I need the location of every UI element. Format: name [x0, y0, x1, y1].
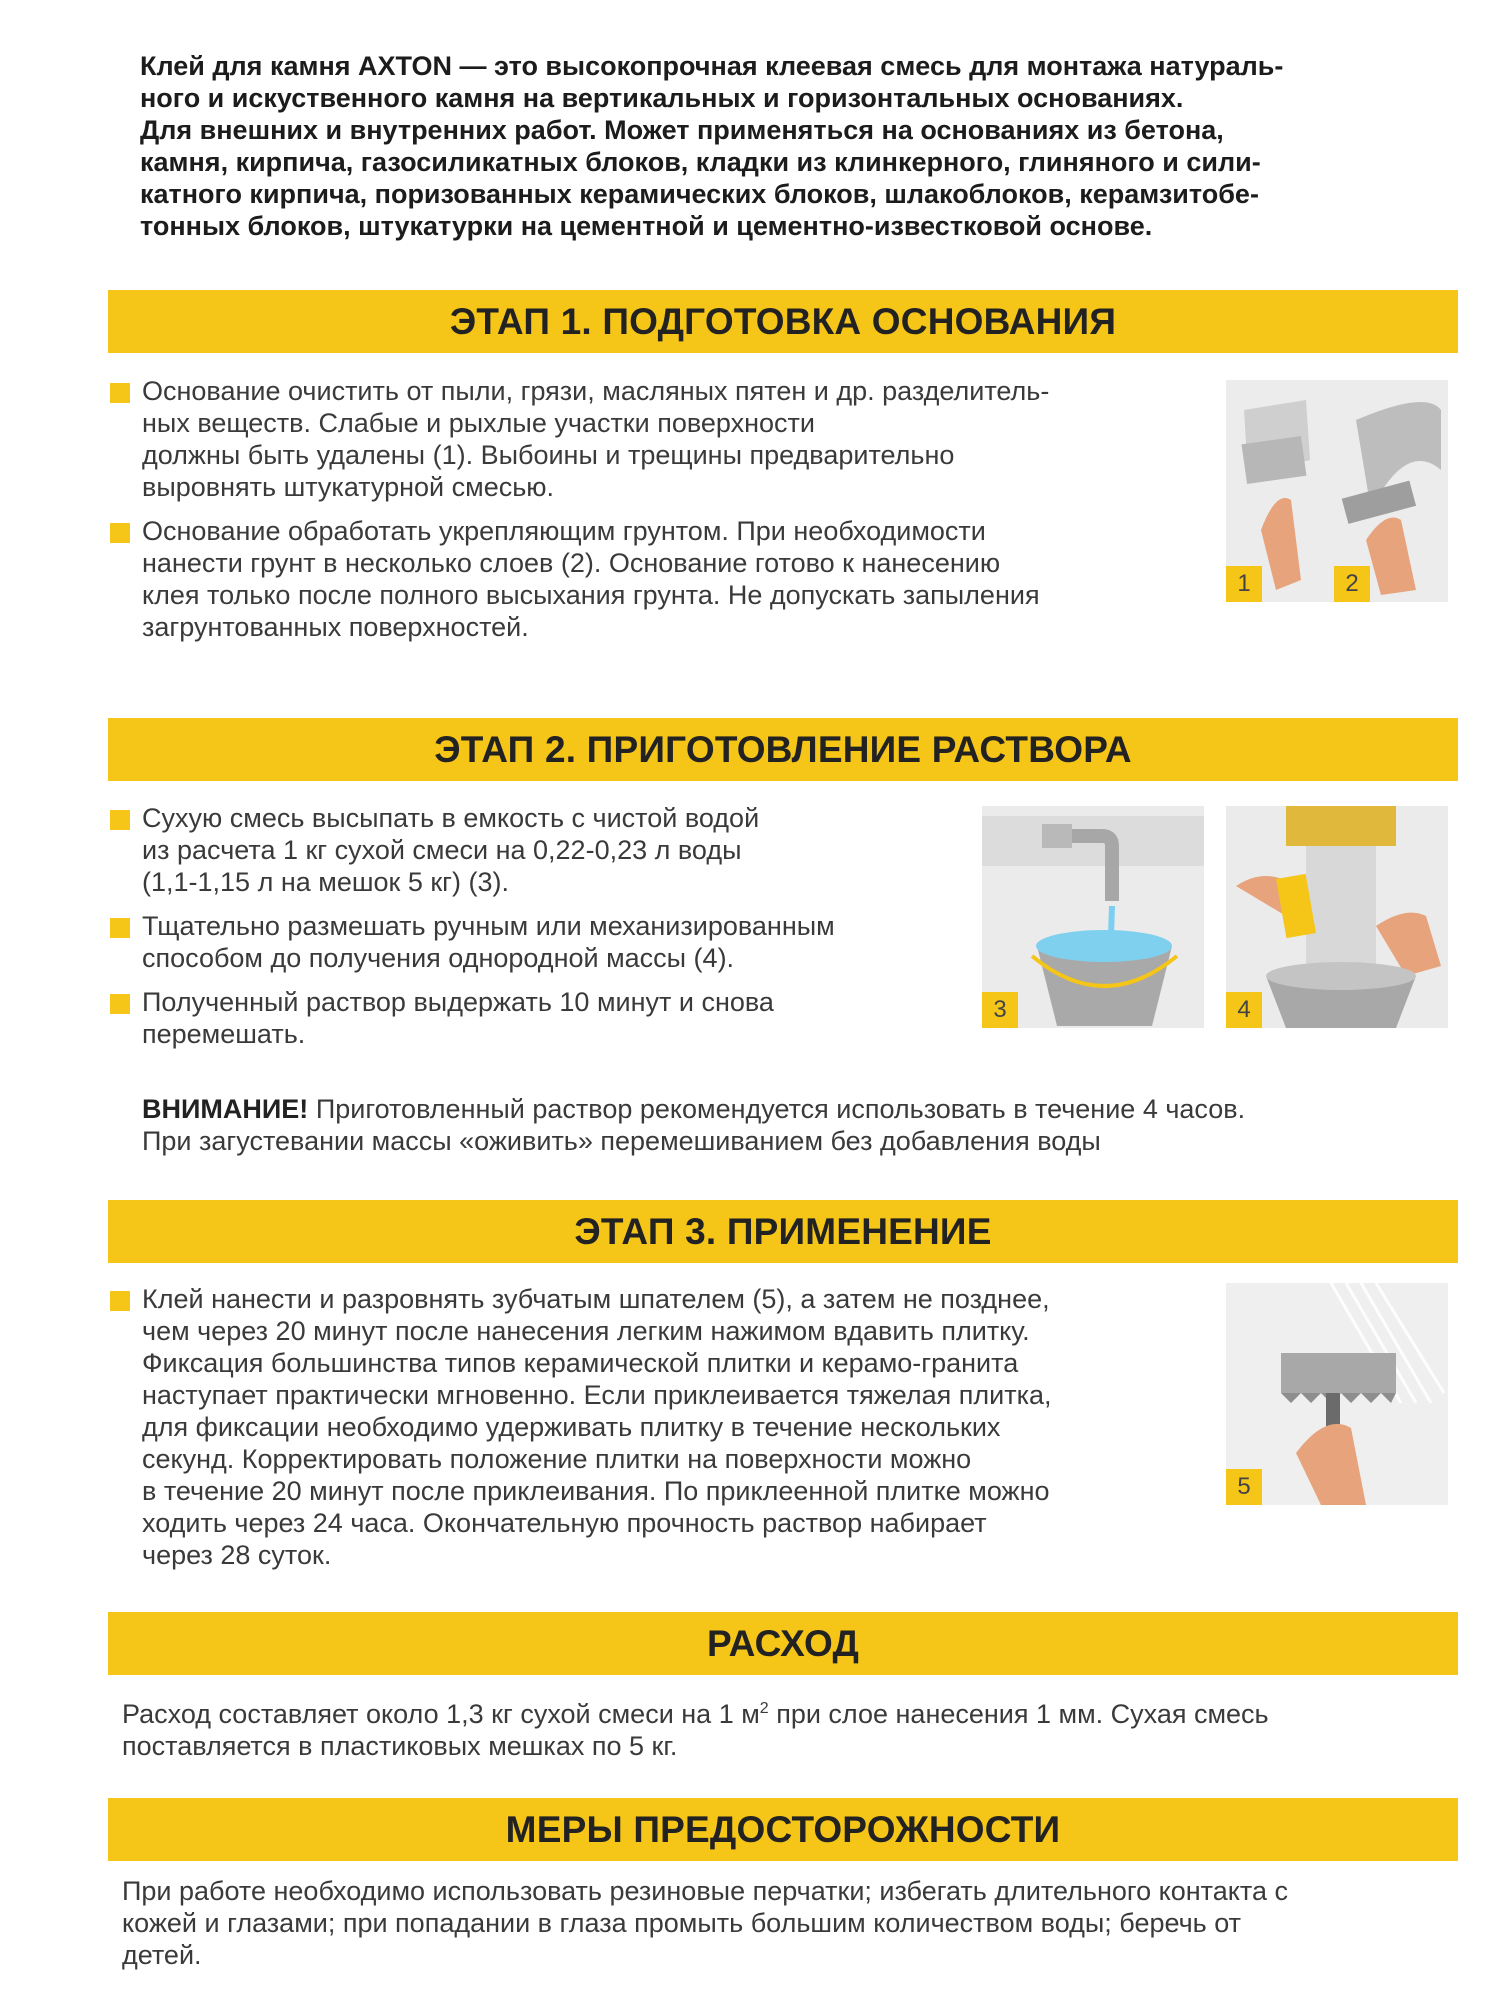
- list-item: Сухую смесь высыпать в емкость с чистой водой из расчета 1 кг сухой смеси на 0,22-0,23 л воды (1,1-1,15 л на мешок 5 кг) (3).: [110, 802, 1200, 898]
- list-item: Основание очистить от пыли, грязи, масляных пятен и др. разделитель- ных веществ. Слабые и рыхлые участки поверхности должны быть удалены (1). Выбоины и трещины предварительно выровнять штукатурной смесью.: [110, 375, 1200, 503]
- list-item: Тщательно размешать ручным или механизированным способом до получения однородной массы (4).: [110, 910, 1200, 974]
- intro-line: камня, кирпича, газосиликатных блоков, кладки из клинкерного, глиняного и сили-: [140, 147, 1261, 177]
- image-number-badge: 5: [1226, 1469, 1262, 1505]
- image-number-badge: 2: [1334, 566, 1370, 602]
- precautions-heading: МЕРЫ ПРЕДОСТОРОЖНОСТИ: [108, 1798, 1458, 1861]
- bullet-marker: [110, 810, 130, 830]
- intro-line: катного кирпича, поризованных керамических блоков, шлакоблоков, керамзитобе-: [140, 179, 1259, 209]
- image-number-badge: 3: [982, 992, 1018, 1028]
- list-item: Полученный раствор выдержать 10 минут и снова перемешать.: [110, 986, 1200, 1050]
- intro-line: тонных блоков, штукатурки на цементной и цементно-известковой основе.: [140, 211, 1153, 241]
- stage1-illustration: [1226, 380, 1448, 602]
- warning-text: Приготовленный раствор рекомендуется использовать в течение 4 часов.: [308, 1094, 1246, 1124]
- stage3-heading: ЭТАП 3. ПРИМЕНЕНИЕ: [108, 1200, 1458, 1263]
- image-number-badge: 1: [1226, 566, 1262, 602]
- bullet-marker: [110, 1291, 130, 1311]
- precautions-text: При работе необходимо использовать резиновые перчатки; избегать длительного контакта с кожей и глазами; при попадании в глаза промыть большим количеством воды; беречь от детей.: [122, 1876, 1288, 1970]
- consumption-heading: РАСХОД: [108, 1612, 1458, 1675]
- stage2-heading: ЭТАП 2. ПРИГОТОВЛЕНИЕ РАСТВОРА: [108, 718, 1458, 781]
- intro-line: ного и искуственного камня на вертикальных и горизонтальных основаниях.: [140, 83, 1184, 113]
- image-number-badge: 4: [1226, 992, 1262, 1028]
- stage1-heading: ЭТАП 1. ПОДГОТОВКА ОСНОВАНИЯ: [108, 290, 1458, 353]
- warning-label: ВНИМАНИЕ!: [142, 1094, 309, 1124]
- bullet-marker: [110, 918, 130, 938]
- consumption-text: Расход составляет около 1,3 кг сухой смеси на 1 $м^2$ при слое нанесения 1 мм. Сухая смесь поставляется в пластиковых мешках по 5 кг.: [122, 1699, 1269, 1761]
- warning-note: [142, 1093, 1462, 1157]
- stage3-illustration-5: [1226, 1283, 1448, 1505]
- stage2-illustration-3: [982, 806, 1204, 1028]
- warning-text: При загустевании массы «оживить» перемешиванием без добавления воды: [142, 1126, 1101, 1156]
- list-item: Основание обработать укрепляющим грунтом. При необходимости нанести грунт в несколько слоев (2). Основание готово к нанесению клея только после полного высыхания грунта. Не допускать запыления загрунтованных поверхностей.: [110, 515, 1200, 643]
- intro-line: Клей для камня AXTON — это высокопрочная клеевая смесь для монтажа натураль-: [140, 51, 1284, 81]
- intro-line: Для внешних и внутренних работ. Может применяться на основаниях из бетона,: [140, 115, 1224, 145]
- bullet-marker: [110, 523, 130, 543]
- stage3-list: [110, 1283, 1200, 1583]
- bullet-marker: [110, 383, 130, 403]
- stage2-illustration-4: [1226, 806, 1448, 1028]
- stage1-list: [110, 375, 1200, 655]
- bullet-marker: [110, 994, 130, 1014]
- intro-paragraph: [140, 50, 1440, 242]
- list-item: Клей нанести и разровнять зубчатым шпателем (5), а затем не позднее, чем через 20 минут после нанесения легким нажимом вдавить плитку. Фиксация большинства типов керамической плитки и керамо-гранита наступает практически мгновенно. Если приклеивается тяжелая плитка, для фиксации необходимо удерживать плитку в течение нескольких секунд. Корректировать положение плитки на поверхности можно в течение 20 минут после приклеивания. По приклеенной плитке можно ходить через 24 часа. Окончательную прочность раствор набирает через 28 суток.: [110, 1283, 1200, 1571]
